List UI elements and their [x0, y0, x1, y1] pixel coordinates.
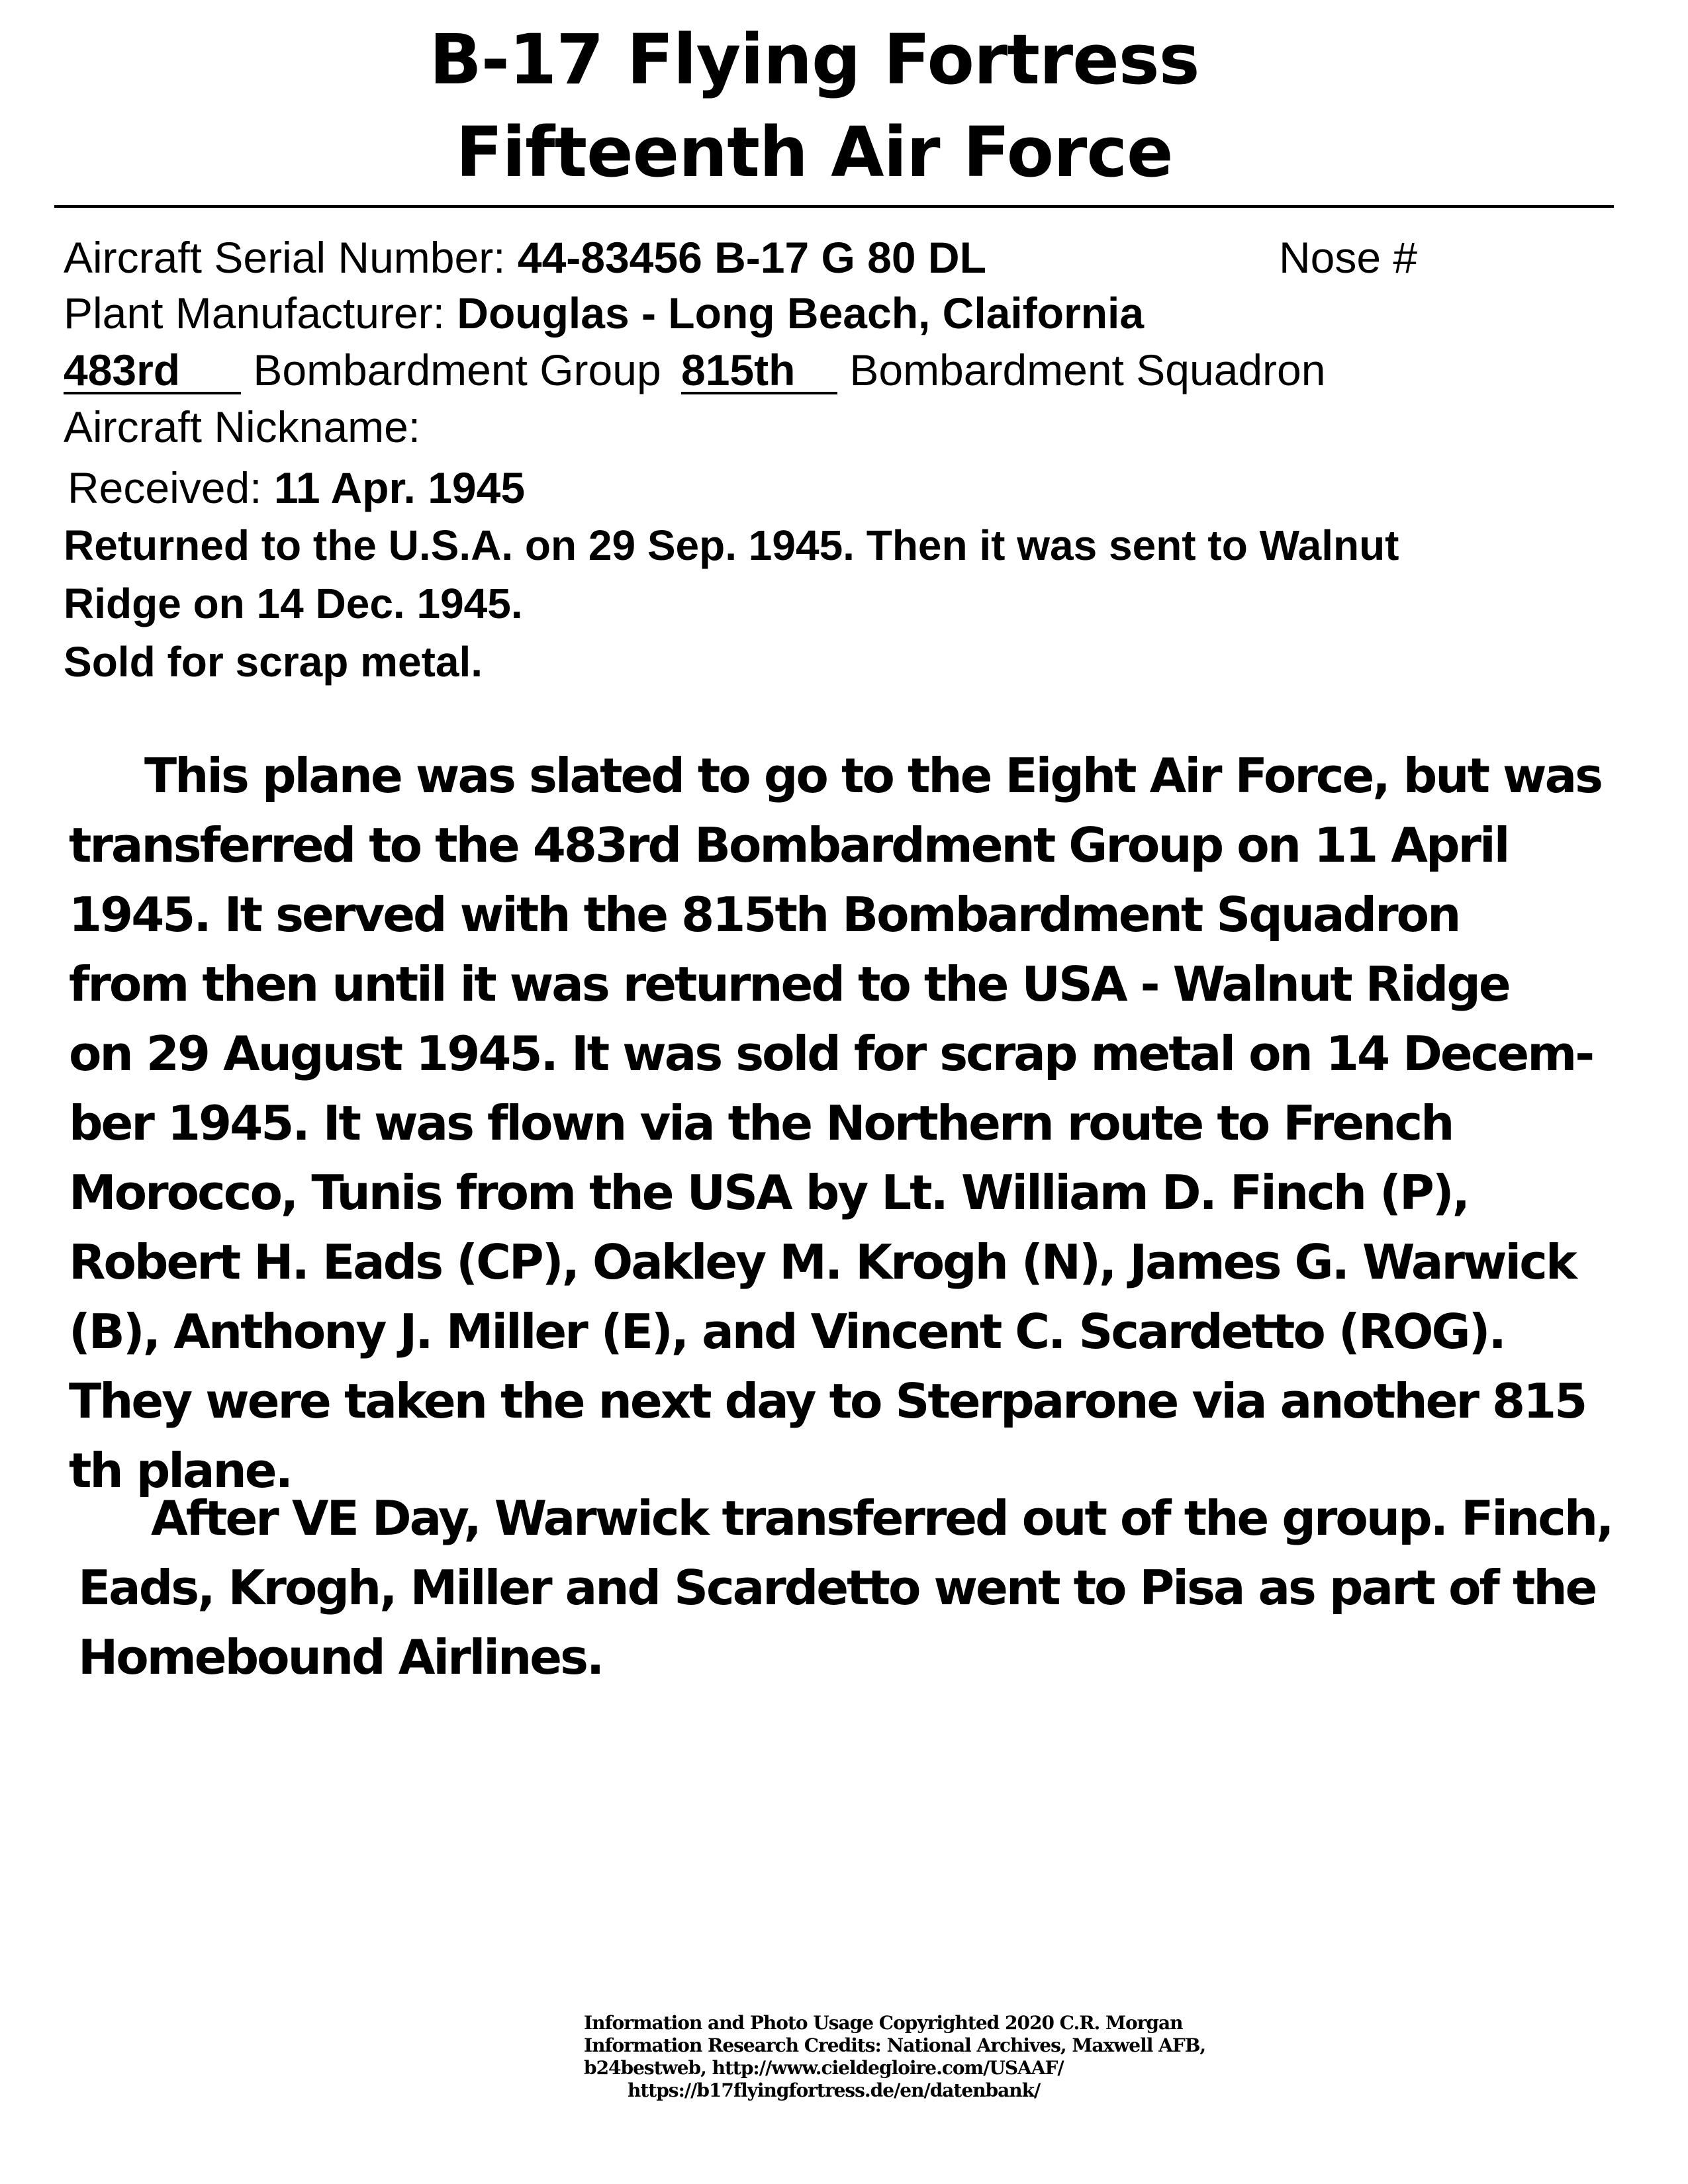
- paragraph-line: on 29 August 1945. It was sold for scrap metal on 14 Decem-: [69, 1026, 1593, 1081]
- page-title: B-17 Flying Fortress: [429, 19, 1199, 100]
- serial-number-value: 44-83456 B-17 G 80 DL: [517, 233, 986, 282]
- unit-row: [64, 345, 1326, 394]
- paragraph-line: This plane was slated to go to the Eight Air Force, but was: [144, 748, 1602, 803]
- page-subtitle: Fifteenth Air Force: [455, 112, 1173, 193]
- disposition-text: [64, 516, 1613, 691]
- serial-number-label: Aircraft Serial Number:: [64, 233, 506, 282]
- disposition-line: Sold for scrap metal.: [64, 638, 483, 686]
- group-value: 483rd: [64, 348, 241, 394]
- paragraph-line: Eads, Krogh, Miller and Scardetto went to Pisa as part of the: [78, 1560, 1596, 1615]
- research-credits-line: https://b17flyingfortress.de/en/datenbank/: [628, 2079, 1041, 2101]
- received-value: 11 Apr. 1945: [273, 463, 526, 512]
- history-paragraph-1: [69, 741, 1602, 1506]
- plant-manufacturer-value: Douglas - Long Beach, Claifornia: [457, 289, 1145, 338]
- nickname-label: Aircraft Nickname:: [64, 402, 421, 451]
- received-row: [68, 463, 526, 512]
- paragraph-line: transferred to the 483rd Bombardment Group on 11 April: [69, 817, 1509, 873]
- paragraph-line: Robert H. Eads (CP), Oakley M. Krogh (N), James G. Warwick: [69, 1234, 1575, 1290]
- paragraph-line: ber 1945. It was flown via the Northern route to French: [69, 1095, 1453, 1151]
- paragraph-line: Homebound Airlines.: [78, 1629, 603, 1685]
- group-label: Bombardment Group: [253, 345, 661, 394]
- paragraph-line: After VE Day, Warwick transferred out of the group. Finch,: [151, 1490, 1613, 1546]
- squadron-value: 815th: [681, 348, 837, 394]
- paragraph-line: th plane.: [69, 1443, 291, 1498]
- serial-number-row: [64, 233, 986, 282]
- paragraph-line: from then until it was returned to the USA - Walnut Ridge: [69, 956, 1509, 1012]
- disposition-line: Returned to the U.S.A. on 29 Sep. 1945. Then it was sent to Walnut: [64, 522, 1399, 569]
- received-label: Received:: [68, 463, 262, 512]
- paragraph-line: (B), Anthony J. Miller (E), and Vincent C. Scardetto (ROG).: [69, 1304, 1505, 1359]
- disposition-line: Ridge on 14 Dec. 1945.: [64, 580, 523, 627]
- header-divider: [54, 205, 1614, 208]
- credits-footer: [584, 2012, 1205, 2102]
- paragraph-line: They were taken the next day to Sterparone via another 815: [69, 1373, 1586, 1429]
- paragraph-line: Morocco, Tunis from the USA by Lt. William D. Finch (P),: [69, 1165, 1469, 1220]
- plant-manufacturer-label: Plant Manufacturer:: [64, 289, 445, 338]
- plant-manufacturer-row: [64, 289, 1145, 338]
- paragraph-line: 1945. It served with the 815th Bombardment Squadron: [69, 887, 1460, 942]
- history-paragraph-2: [78, 1484, 1613, 1692]
- nickname-row: [64, 402, 421, 451]
- research-credits-line: b24bestweb, http://www.cieldegloire.com/USAAF/: [584, 2057, 1064, 2079]
- copyright-line: Information and Photo Usage Copyrighted 2020 C.R. Morgan: [584, 2012, 1183, 2034]
- nose-number-label: Nose #: [1279, 233, 1418, 282]
- squadron-label: Bombardment Squadron: [849, 345, 1326, 394]
- research-credits-line: Information Research Credits: National Archives, Maxwell AFB,: [584, 2034, 1206, 2056]
